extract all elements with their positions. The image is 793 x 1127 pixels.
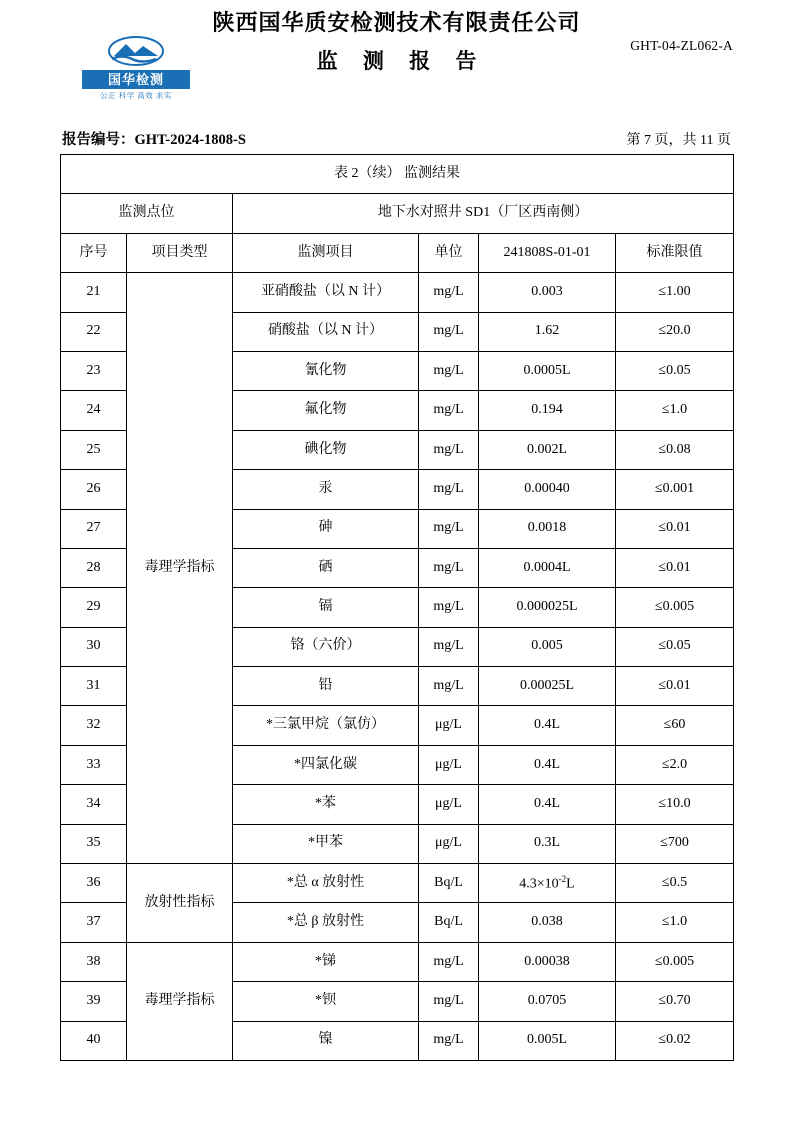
report-number: 报告编号：GHT-2024-1808-S	[62, 132, 246, 148]
cell-value: 0.194	[479, 391, 616, 430]
cell-no: 21	[61, 273, 127, 312]
page-number: 第 7 页，共 11 页	[626, 133, 731, 148]
cell-limit: ≤10.0	[616, 785, 734, 824]
cell-limit: ≤0.01	[616, 548, 734, 587]
cell-value: 0.0005L	[479, 351, 616, 390]
logo-emblem	[82, 34, 190, 70]
cell-limit: ≤0.005	[616, 942, 734, 981]
cell-no: 28	[61, 548, 127, 587]
cell-limit: ≤0.005	[616, 588, 734, 627]
cell-limit: ≤1.00	[616, 273, 734, 312]
cell-limit: ≤2.0	[616, 745, 734, 784]
cell-no: 27	[61, 509, 127, 548]
cell-no: 30	[61, 627, 127, 666]
cell-no: 36	[61, 864, 127, 903]
cell-no: 32	[61, 706, 127, 745]
cell-limit: ≤1.0	[616, 391, 734, 430]
column-header-no: 序号	[61, 233, 127, 272]
cell-no: 37	[61, 903, 127, 942]
page-header	[60, 6, 733, 114]
cell-unit: mg/L	[419, 430, 479, 469]
cell-item: *四氯化碳	[233, 745, 419, 784]
cell-unit: mg/L	[419, 1021, 479, 1060]
column-header-type: 项目类型	[127, 233, 233, 272]
cell-value: 0.00038	[479, 942, 616, 981]
report-page	[0, 6, 793, 1127]
cell-item: 镍	[233, 1021, 419, 1060]
cell-no: 22	[61, 312, 127, 351]
cell-item: *甲苯	[233, 824, 419, 863]
column-header-unit: 单位	[419, 233, 479, 272]
cell-unit: mg/L	[419, 312, 479, 351]
cell-category: 毒理学指标	[127, 273, 233, 864]
cell-no: 38	[61, 942, 127, 981]
company-name: 陕西国华质安检测技术有限责任公司	[212, 10, 581, 35]
cell-value: 0.005L	[479, 1021, 616, 1060]
cell-value: 0.0004L	[479, 548, 616, 587]
cell-limit: ≤0.70	[616, 982, 734, 1021]
cell-value: 0.003	[479, 273, 616, 312]
cell-limit: ≤0.05	[616, 351, 734, 390]
cell-unit: mg/L	[419, 627, 479, 666]
cell-unit: mg/L	[419, 942, 479, 981]
cell-no: 23	[61, 351, 127, 390]
cell-value: 0.00025L	[479, 667, 616, 706]
cell-item: *钡	[233, 982, 419, 1021]
table-site-row	[61, 194, 734, 233]
company-logo	[82, 34, 190, 100]
cell-value: 0.4L	[479, 706, 616, 745]
report-info-row	[60, 128, 733, 149]
site-value: 地下水对照井 SD1（厂区西南侧）	[233, 194, 734, 233]
cell-item: *总 β 放射性	[233, 903, 419, 942]
cell-unit: Bq/L	[419, 903, 479, 942]
cell-limit: ≤1.0	[616, 903, 734, 942]
cell-unit: μg/L	[419, 785, 479, 824]
logo-brand: 国华检测	[82, 70, 190, 89]
column-header-sample: 241808S-01-01	[479, 233, 616, 272]
cell-unit: mg/L	[419, 588, 479, 627]
table-row	[61, 273, 734, 312]
column-header-item: 监测项目	[233, 233, 419, 272]
site-label: 监测点位	[61, 194, 233, 233]
cell-item: 氰化物	[233, 351, 419, 390]
cell-item: 铅	[233, 667, 419, 706]
cell-unit: mg/L	[419, 667, 479, 706]
cell-value: $4.3\times 10^{-2}L$	[479, 864, 616, 903]
cell-value: 0.0705	[479, 982, 616, 1021]
table-header-row	[61, 233, 734, 272]
cell-limit: ≤20.0	[616, 312, 734, 351]
cell-value: 0.005	[479, 627, 616, 666]
cell-item: *苯	[233, 785, 419, 824]
results-table	[60, 154, 734, 1061]
cell-no: 39	[61, 982, 127, 1021]
cell-value: 0.002L	[479, 430, 616, 469]
cell-no: 24	[61, 391, 127, 430]
cell-item: 镉	[233, 588, 419, 627]
cell-item: *总 α 放射性	[233, 864, 419, 903]
cell-category: 毒理学指标	[127, 942, 233, 1060]
logo-slogan: 公正 科学 高效 求实	[82, 89, 190, 102]
cell-unit: mg/L	[419, 273, 479, 312]
table-row	[61, 942, 734, 981]
cell-category: 放射性指标	[127, 864, 233, 943]
cell-no: 29	[61, 588, 127, 627]
cell-value: 0.038	[479, 903, 616, 942]
cell-item: 汞	[233, 470, 419, 509]
cell-limit: ≤0.02	[616, 1021, 734, 1060]
cell-value: 0.000025L	[479, 588, 616, 627]
cell-unit: mg/L	[419, 391, 479, 430]
cell-no: 40	[61, 1021, 127, 1060]
cell-value: 0.00040	[479, 470, 616, 509]
cell-item: 硒	[233, 548, 419, 587]
cell-item: 铬（六价）	[233, 627, 419, 666]
cell-value: 0.3L	[479, 824, 616, 863]
column-header-limit: 标准限值	[616, 233, 734, 272]
cell-limit: ≤0.08	[616, 430, 734, 469]
cell-item: 亚硝酸盐（以 N 计）	[233, 273, 419, 312]
cell-unit: mg/L	[419, 351, 479, 390]
cell-value: 0.0018	[479, 509, 616, 548]
cell-limit: ≤60	[616, 706, 734, 745]
cell-unit: mg/L	[419, 548, 479, 587]
cell-unit: μg/L	[419, 824, 479, 863]
cell-unit: mg/L	[419, 982, 479, 1021]
cell-item: *锑	[233, 942, 419, 981]
cell-value: 0.4L	[479, 785, 616, 824]
cell-item: 碘化物	[233, 430, 419, 469]
cell-no: 34	[61, 785, 127, 824]
cell-limit: ≤700	[616, 824, 734, 863]
cell-item: 氟化物	[233, 391, 419, 430]
cell-value: 1.62	[479, 312, 616, 351]
cell-no: 25	[61, 430, 127, 469]
cell-item: 砷	[233, 509, 419, 548]
table-caption-row	[61, 155, 734, 194]
table-row	[61, 864, 734, 903]
doc-code: GHT-04-ZL062-A	[630, 38, 733, 53]
cell-unit: μg/L	[419, 706, 479, 745]
table-caption: 表 2（续） 监测结果	[61, 155, 734, 194]
cell-no: 33	[61, 745, 127, 784]
cell-no: 26	[61, 470, 127, 509]
cell-item: 硝酸盐（以 N 计）	[233, 312, 419, 351]
cell-value: 0.4L	[479, 745, 616, 784]
cell-unit: μg/L	[419, 745, 479, 784]
cell-unit: Bq/L	[419, 864, 479, 903]
cell-limit: ≤0.01	[616, 667, 734, 706]
cell-no: 31	[61, 667, 127, 706]
cell-unit: mg/L	[419, 509, 479, 548]
wave-mountain-icon	[108, 36, 164, 66]
cell-no: 35	[61, 824, 127, 863]
cell-limit: ≤0.05	[616, 627, 734, 666]
page-title: 监 测 报 告	[316, 49, 487, 73]
cell-item: *三氯甲烷（氯仿）	[233, 706, 419, 745]
cell-limit: ≤0.001	[616, 470, 734, 509]
cell-unit: mg/L	[419, 470, 479, 509]
cell-limit: ≤0.5	[616, 864, 734, 903]
cell-limit: ≤0.01	[616, 509, 734, 548]
